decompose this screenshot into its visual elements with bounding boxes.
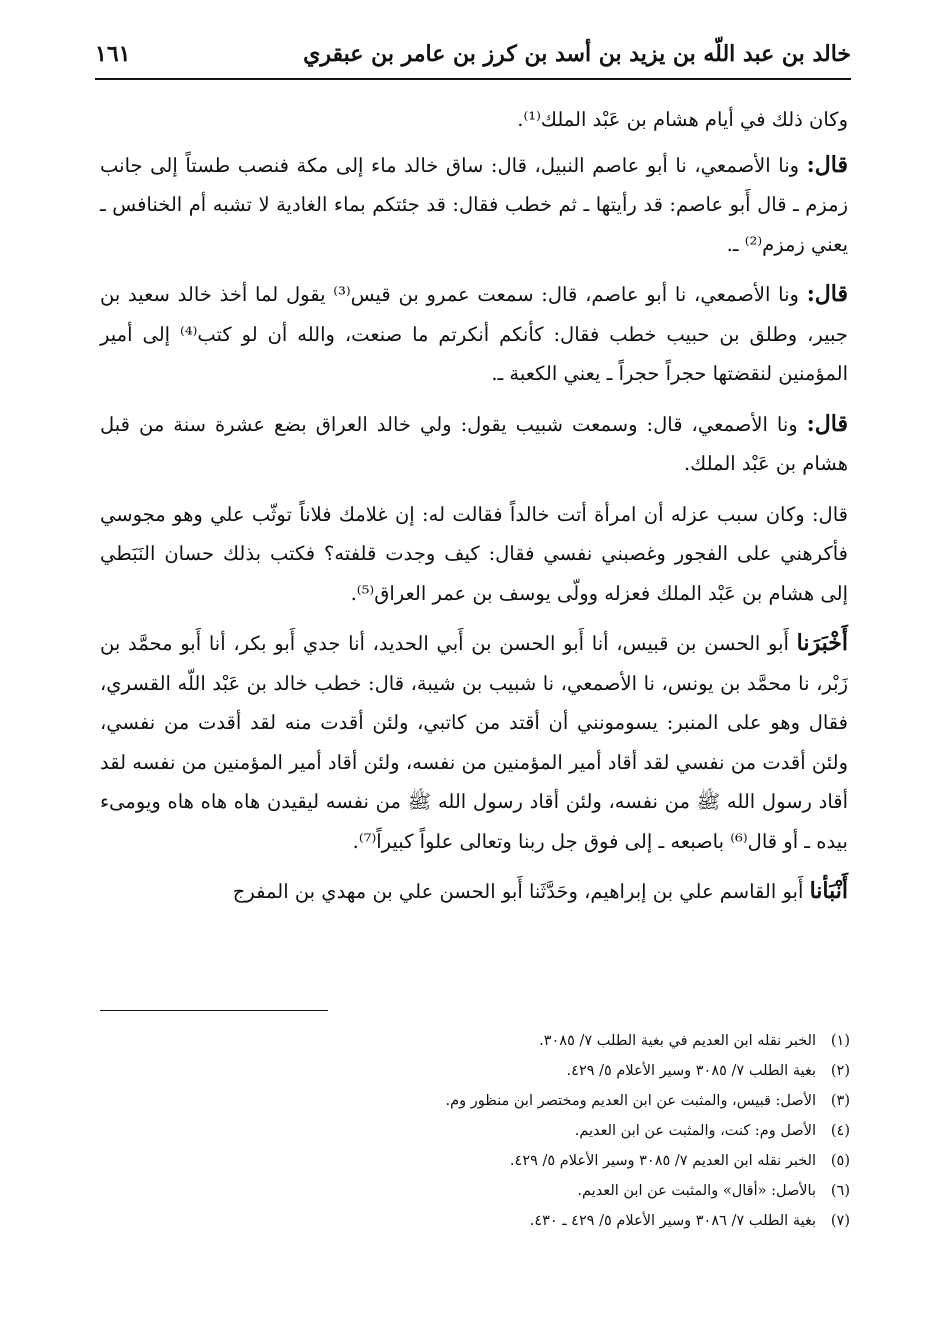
- paragraph-text: وكان ذلك في أيام هشام بن عَبْد الملك⁽¹⁾.: [517, 108, 848, 131]
- footnote-item: [150, 1056, 850, 1086]
- paragraph-lead: قال:: [806, 281, 849, 307]
- footnote-item: [150, 1146, 850, 1176]
- paragraph-text: ونا الأصمعي، نا أبو عاصم، قال: سمعت عمرو بن قيس⁽³⁾ يقول لما أخذ خالد سعيد بن جبير، وطلق بن حبيب خطب فقال: كأنكم أنكرتم ما صنعت، والله أن لو كتب⁽⁴⁾ إلى أمير المؤمنين لنقضتها حجراً حجراً ـ يعني الكعبة ـ.: [100, 283, 848, 385]
- footnote-text: بغية الطلب ٧/ ٣٠٨٥ وسير الأعلام ٥/ ٤٢٩.: [566, 1063, 816, 1079]
- header-title: خالد بن عبد اللّه بن يزيد بن أسد بن كرز بن عامر بن عبقري: [303, 41, 851, 67]
- paragraph-lead: قال:: [806, 151, 848, 178]
- footnote-item: [150, 1086, 850, 1116]
- paragraph-text: أَبو القاسم علي بن إبراهيم، وحَدَّثَنا أَبو الحسن علي بن مهدي بن المفرج: [232, 880, 810, 903]
- paragraph: [100, 146, 848, 265]
- footnotes-list: [150, 1026, 850, 1236]
- paragraph-text: قال: وكان سبب عزله أن امرأة أتت خالداً فقالت له: إن غلامك فلاناً توثّب علي وهو مجوسي فأكرهني على الفجور وغصبني نفسي فقال: كيف وجدت قلفته؟ فكتب بذلك حسان النَبَطي إلى هشام بن عَبْد الملك فعزله وولّى يوسف بن عمر العراق⁽⁵⁾.: [100, 502, 848, 605]
- paragraph-text: ونا الأصمعي، نا أبو عاصم النبيل، قال: ساق خالد ماء إلى مكة فنصب طستاً إلى جانب زمزم ـ قال أَبو عاصم: قد رأيتها ـ ثم خطب فقال: قد جئتكم بماء الغادية لا تشبه أم الخنافس ـ يعني زمزم⁽²⁾ ـ.: [100, 153, 848, 256]
- footnote-item: [150, 1116, 850, 1146]
- footnote-number: (٢): [830, 1063, 850, 1079]
- paragraph: [100, 405, 848, 484]
- footnote-item: [150, 1026, 850, 1056]
- footnote-text: الأصل: قبيس، والمثبت عن ابن العديم ومختصر ابن منظور وم.: [445, 1093, 816, 1109]
- paragraph: [100, 624, 848, 861]
- footnote-number: (١): [830, 1033, 850, 1049]
- footnote-number: (٧): [830, 1213, 850, 1229]
- footnote-text: الأصل وم: كنت، والمثبت عن ابن العديم.: [574, 1123, 816, 1139]
- paragraph-text: أَبو الحسن بن قبيس، أنا أَبو الحسن بن أَبي الحديد، أنا جدي أَبو بكر، أنا أَبو محمَّد بن زَبْر، نا محمَّد بن يونس، نا الأصمعي، نا شبيب بن شيبة، قال: خطب خالد بن عَبْد اللّه القسري، فقال وهو على المنبر: يسومونني أن أقتد من كاتبي، ولئن أقدت منه لقد أقدت من نفسي، ولئن أقدت من نفسي لقد أقاد أمير المؤمنين من نفسه، ولئن أقاد أمير المؤمنين من نفسه لقد أقاد رسول الله ﷺ من نفسه، ولئن أقاد رسول الله ﷺ من نفسه ليقيدن هاه هاه هاه ويومىء بيده ـ أو قال⁽⁶⁾ باصبعه ـ إلى فوق جل ربنا وتعالى علواً كبيراً⁽⁷⁾.: [100, 632, 848, 853]
- footnote-text: الخبر نقله ابن العديم في بغية الطلب ٧/ ٣٠٨٥.: [539, 1033, 816, 1049]
- footnote-number: (٥): [830, 1153, 850, 1169]
- footnote-number: (٦): [830, 1183, 850, 1199]
- paragraph-lead: قال:: [806, 410, 848, 437]
- page-number: ١٦١: [95, 41, 131, 67]
- footnote-number: (٣): [830, 1093, 850, 1109]
- footnote-number: (٤): [830, 1123, 850, 1139]
- footnote-text: بالأصل: «أقال» والمثبت عن ابن العديم.: [577, 1183, 816, 1199]
- main-text: [100, 100, 848, 923]
- paragraph: [100, 495, 848, 614]
- paragraph: [100, 100, 848, 140]
- paragraph: [100, 275, 848, 394]
- paragraph-text: ونا الأصمعي، قال: وسمعت شبيب يقول: ولي خالد العراق بضع عشرة سنة من قبل هشام بن عَبْد الملك.: [100, 412, 848, 475]
- paragraph: [100, 872, 848, 912]
- header-rule: [95, 78, 851, 80]
- footnote-item: [150, 1176, 850, 1206]
- paragraph-lead: أَنْبَأنا: [809, 878, 848, 904]
- footnote-item: [150, 1206, 850, 1236]
- paragraph-lead: أَخْبَرَنا: [796, 630, 848, 656]
- footnote-rule: [100, 1010, 328, 1011]
- footnote-text: بغية الطلب ٧/ ٣٠٨٦ وسير الأعلام ٥/ ٤٢٩ ـ ٤٣٠.: [529, 1213, 816, 1229]
- running-header: [95, 34, 851, 74]
- footnote-text: الخبر نقله ابن العديم ٧/ ٣٠٨٥ وسير الأعلام ٥/ ٤٢٩.: [509, 1153, 816, 1169]
